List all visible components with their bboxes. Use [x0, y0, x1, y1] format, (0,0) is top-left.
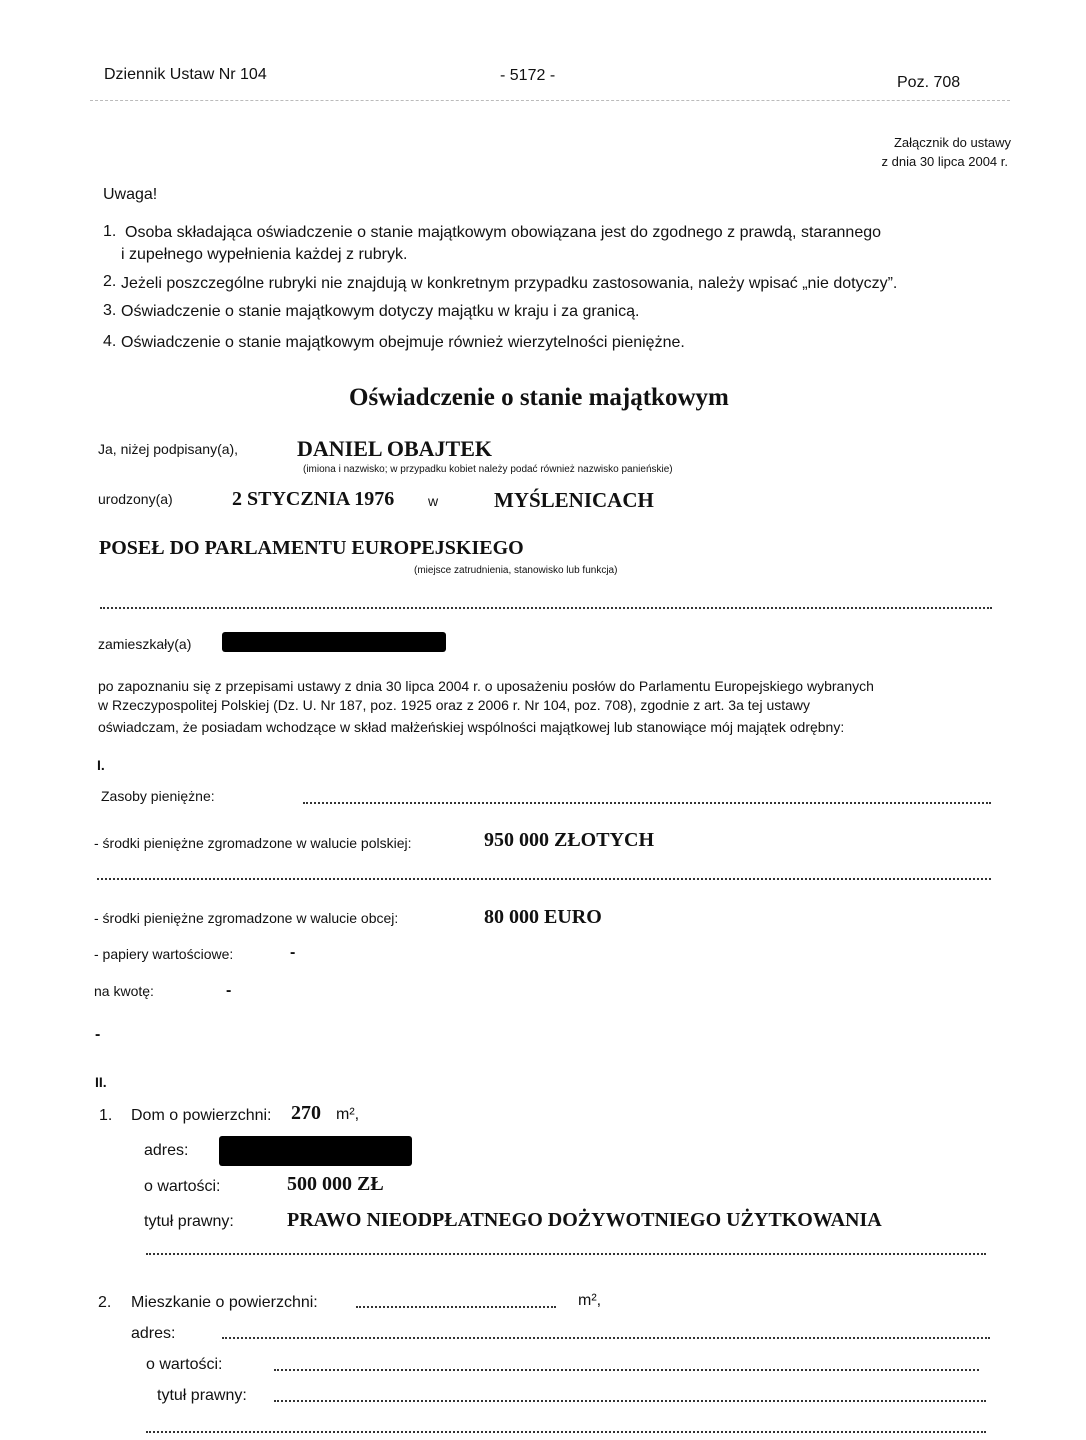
flat-unit: m², [578, 1292, 602, 1309]
page-title: Oświadczenie o stanie majątkowym [349, 384, 729, 411]
born-date: 2 STYCZNIA 1976 [232, 488, 395, 510]
notes-heading: Uwaga! [103, 186, 158, 203]
residence-label: zamieszkały(a) [98, 636, 192, 652]
flat-address-label: adres: [131, 1325, 176, 1342]
extra-dash: - [95, 1026, 101, 1043]
house-area: 270 [291, 1102, 321, 1124]
declarant-label: Ja, niżej podpisany(a), [98, 441, 239, 457]
house-address-redacted [219, 1136, 412, 1166]
house-number: 1. [99, 1107, 113, 1124]
residence-redacted [222, 632, 446, 652]
attachment-line1: Załącznik do ustawy [893, 135, 1011, 150]
position-hint: (miejsce zatrudnienia, stanowisko lub funkcja) [414, 565, 618, 576]
flat-label: Mieszkanie o powierzchni: [131, 1294, 318, 1311]
house-unit: m², [336, 1106, 360, 1123]
page-number: - 5172 - [500, 67, 556, 84]
house-extra-line [146, 1253, 986, 1255]
note-1-number: 1. [103, 223, 117, 240]
section-2-number: II. [95, 1074, 107, 1090]
house-title-label: tytuł prawny: [144, 1213, 234, 1230]
flat-address-line [222, 1337, 990, 1339]
house-address-label: adres: [144, 1142, 189, 1159]
position-value: POSEŁ DO PARLAMENTU EUROPEJSKIEGO [99, 537, 524, 559]
born-label: urodzony(a) [98, 491, 173, 507]
attachment-line2: z dnia 30 lipca 2004 r. [881, 154, 1008, 169]
position-extra-line [100, 607, 992, 609]
foreign-value: 80 000 EURO [484, 906, 602, 928]
note-2-number: 2. [103, 273, 117, 290]
flat-title-label: tytuł prawny: [157, 1387, 247, 1404]
flat-area-line [356, 1306, 556, 1308]
amount-label: na kwotę: [94, 983, 154, 999]
header-rule [90, 100, 1010, 101]
flat-value-line [274, 1369, 979, 1371]
securities-label: - papiery wartościowe: [94, 946, 234, 962]
statement-line2: w Rzeczypospolitej Polskiej (Dz. U. Nr 187, poz. 1925 oraz z 2006 r. Nr 104, poz. 708), zgodnie z art. 3a tej ustawy [98, 697, 811, 713]
house-value-label: o wartości: [144, 1178, 221, 1195]
pln-value: 950 000 ZŁOTYCH [484, 829, 655, 851]
born-place: MYŚLENICACH [494, 488, 654, 512]
born-in-label: w [428, 493, 439, 509]
note-2-text: Jeżeli poszczególne rubryki nie znajdują w konkretnym przypadku zastosowania, należy wpisać „nie dotyczy”. [121, 275, 898, 292]
statement-line3: oświadczam, że posiadam wchodzące w skład małżeńskiej wspólności majątkowej lub stanowiące mój majątek odrębny: [98, 719, 845, 735]
journal-name: Dziennik Ustaw Nr 104 [104, 66, 267, 83]
note-4-text: Oświadczenie o stanie majątkowym obejmuje również wierzytelności pieniężne. [121, 334, 685, 351]
note-3-text: Oświadczenie o stanie majątkowym dotyczy majątku w kraju i za granicą. [121, 303, 640, 320]
amount-value: - [226, 982, 232, 999]
flat-number: 2. [98, 1294, 112, 1311]
section-1-number: I. [97, 757, 105, 773]
declarant-name-hint: (imiona i nazwisko; w przypadku kobiet należy podać również nazwisko panieńskie) [303, 464, 673, 475]
house-value: 500 000 ZŁ [287, 1173, 384, 1195]
note-1-line2: i zupełnego wypełnienia każdej z rubryk. [121, 246, 408, 263]
flat-extra-line [146, 1431, 986, 1433]
foreign-label: - środki pieniężne zgromadzone w walucie obcej: [94, 910, 399, 926]
note-3-number: 3. [103, 302, 117, 319]
note-1-line1: Osoba składająca oświadczenie o stanie majątkowym obowiązana jest do zgodnego z prawdą, starannego [125, 224, 882, 241]
pln-label: - środki pieniężne zgromadzone w walucie polskiej: [94, 835, 412, 851]
securities-value: - [290, 944, 296, 961]
note-4-number: 4. [103, 333, 117, 350]
position-number: Poz. 708 [897, 74, 961, 91]
house-title-value: PRAWO NIEODPŁATNEGO DOŻYWOTNIEGO UŻYTKOWANIA [287, 1209, 882, 1231]
pln-extra-line [97, 878, 991, 880]
statement-line1: po zapoznaniu się z przepisami ustawy z dnia 30 lipca 2004 r. o uposażeniu posłów do Parlamentu Europejskiego wybranych [98, 678, 874, 694]
declarant-name: DANIEL OBAJTEK [297, 436, 492, 461]
assets-line [303, 802, 991, 804]
flat-title-line [274, 1400, 986, 1402]
assets-label: Zasoby pieniężne: [101, 788, 215, 804]
flat-value-label: o wartości: [146, 1356, 223, 1373]
house-label: Dom o powierzchni: [131, 1107, 272, 1124]
